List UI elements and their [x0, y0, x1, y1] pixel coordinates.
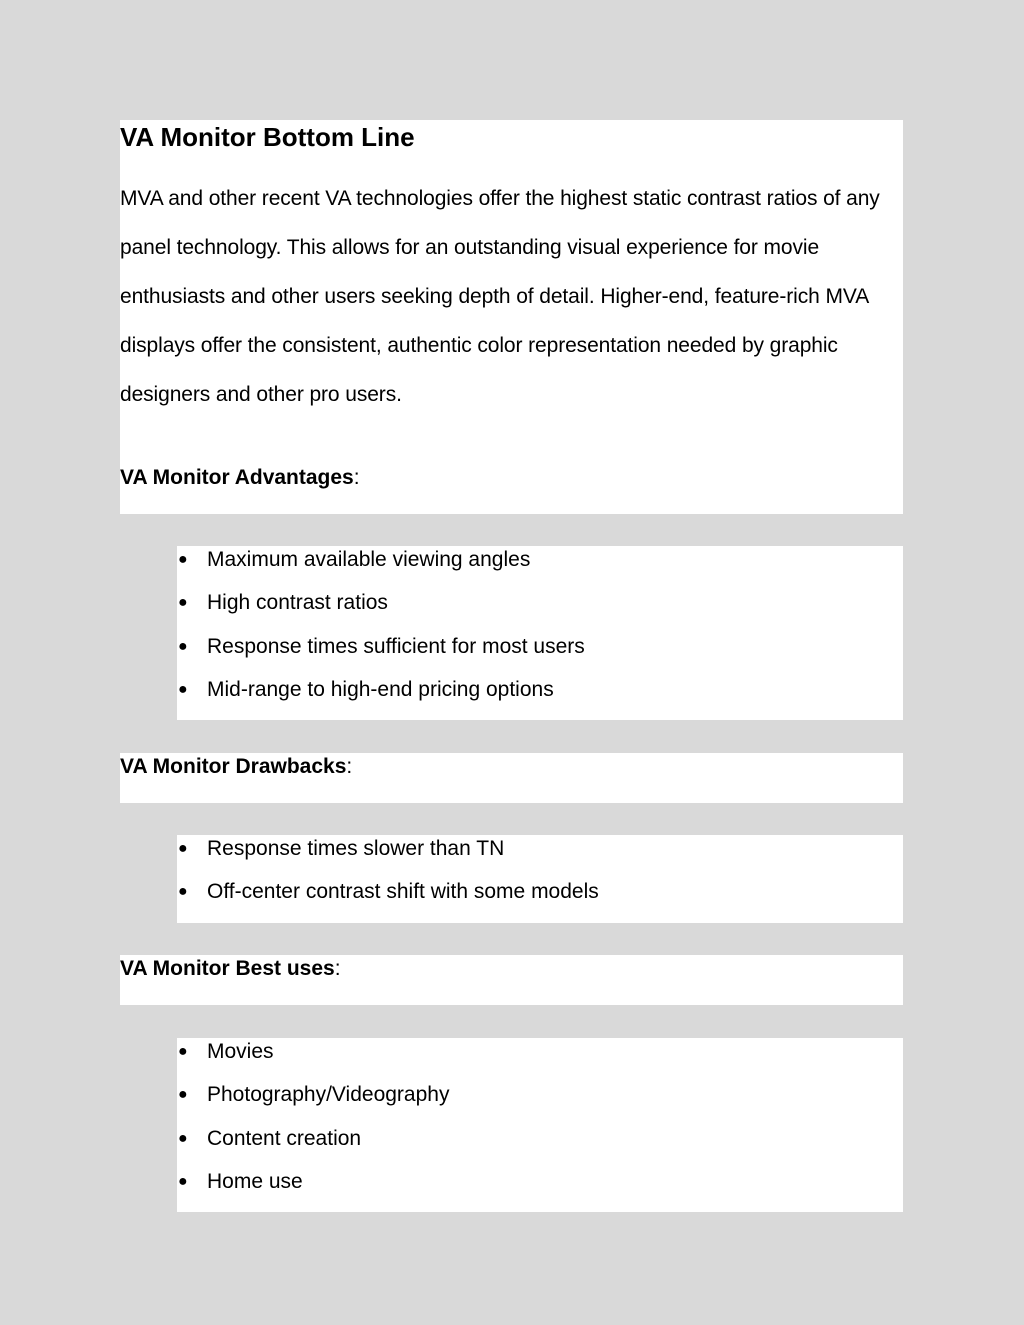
best-uses-list — [177, 1039, 449, 1212]
drawbacks-list-block — [177, 835, 903, 923]
list-item-text: Home use — [207, 1169, 303, 1193]
bullet-icon: ● — [178, 551, 188, 568]
bullet-icon: ● — [178, 594, 188, 612]
list-item — [177, 1039, 449, 1082]
list-item — [177, 1169, 449, 1212]
bullet-icon: ● — [178, 883, 188, 901]
bullet-icon: ● — [178, 1086, 188, 1104]
list-item — [177, 590, 585, 633]
list-item — [177, 547, 585, 590]
best-uses-heading-colon: : — [334, 957, 341, 980]
list-item-text: Off-center contrast shift with some models — [207, 880, 599, 904]
list-item-text: High contrast ratios — [207, 591, 388, 615]
best-uses-list-block — [177, 1038, 903, 1212]
advantages-list-block — [177, 546, 903, 720]
intro-paragraph: MVA and other recent VA technologies offer the highest static contrast ratios of any panel technology. This allows for an outstanding visual experience for movie enthusiasts and other users seeking depth of detail. Higher-end, feature-rich MVA displays offer the consistent, authentic color representation needed by graphic designers and other pro users. — [120, 187, 880, 406]
advantages-list — [177, 547, 585, 720]
bullet-icon: ● — [178, 1043, 188, 1060]
list-item — [177, 879, 599, 922]
bullet-icon: ● — [178, 637, 188, 655]
list-item-text: Photography/Videography — [207, 1083, 450, 1107]
list-item — [177, 1082, 449, 1125]
list-item — [177, 677, 585, 720]
drawbacks-list — [177, 836, 599, 923]
list-item — [177, 1126, 449, 1169]
bullet-icon: ● — [178, 1129, 188, 1147]
list-item-text: Response times sufficient for most users — [207, 634, 585, 658]
list-item-text: Mid-range to high-end pricing options — [207, 677, 554, 701]
list-item — [177, 634, 585, 677]
intro-section — [120, 120, 903, 514]
section-title: VA Monitor Bottom Line — [120, 122, 415, 152]
list-item-text: Movies — [207, 1040, 274, 1063]
bullet-icon: ● — [178, 840, 188, 857]
best-uses-heading — [120, 956, 341, 982]
list-item-text: Maximum available viewing angles — [207, 548, 531, 571]
drawbacks-heading-block — [120, 753, 903, 803]
list-item-text: Response times slower than TN — [207, 837, 505, 860]
drawbacks-heading-label: VA Monitor Drawbacks — [120, 755, 347, 778]
best-uses-heading-block — [120, 955, 903, 1005]
advantages-heading-label: VA Monitor Advantages — [120, 466, 354, 489]
list-item — [177, 836, 599, 879]
drawbacks-heading-colon: : — [346, 755, 353, 778]
best-uses-heading-label: VA Monitor Best uses — [120, 957, 335, 980]
advantages-heading-colon: : — [353, 466, 360, 489]
drawbacks-heading — [120, 754, 352, 780]
bullet-icon: ● — [178, 680, 188, 698]
advantages-heading — [120, 465, 360, 491]
list-item-text: Content creation — [207, 1126, 362, 1150]
bullet-icon: ● — [178, 1172, 188, 1190]
